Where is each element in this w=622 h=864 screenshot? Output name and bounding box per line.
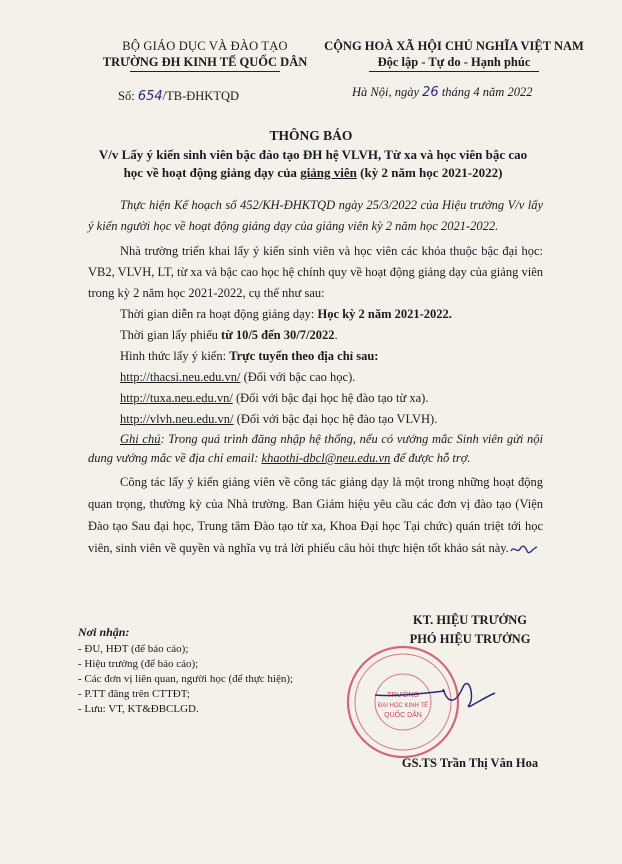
main-paragraph: Nhà trường triển khai lấy ý kiến sinh viên và học viên các khóa thuộc bậc đại học: VB2, VLVH, LT, từ xa và bậc cao học hệ chính quy về hoạt động giảng dạy của giảng viên trong kỳ 2 năm học 2021-2022, cụ thể như sau: [88, 244, 543, 300]
signature-line-2: PHÓ HIỆU TRƯỞNG [409, 632, 531, 646]
link-thacsi-note: (Đối với bậc cao học). [240, 370, 356, 384]
doc-no-suffix: /TB-ĐHKTQD [162, 89, 240, 103]
doc-no-handwritten: 654 [137, 89, 163, 104]
collection-time [88, 325, 543, 346]
issue-date [352, 85, 532, 100]
date-prefix: Hà Nội, ngày [352, 85, 420, 99]
handwritten-initials-icon [509, 543, 539, 555]
link-item-inservice [88, 409, 543, 430]
notice-body [88, 195, 543, 559]
nation-header [318, 38, 590, 72]
school-underline [130, 71, 280, 72]
survey-method [88, 346, 543, 367]
note-text: : Trong quá trình đăng nhập hệ thống, nếu có vướng mắc Sinh viên gửi nội dung vướng mắc về địa chỉ email: [88, 432, 543, 465]
handwritten-signature-icon [365, 667, 515, 727]
closing-paragraph [88, 471, 543, 559]
recipient-item: - P.TT đăng trên CTTĐT; [78, 688, 190, 700]
nation-motto: Độc lập - Tự do - Hạnh phúc [377, 55, 531, 69]
teaching-time-value: Học kỳ 2 năm 2021-2022. [317, 307, 452, 321]
doc-no-label: Số: [118, 89, 135, 103]
support-email-link[interactable]: khaothi-dbcl@neu.edu.vn [261, 451, 391, 465]
note-paragraph [88, 430, 543, 468]
ministry-name: BỘ GIÁO DỤC VÀ ĐÀO TẠO [122, 39, 288, 53]
recipient-item: - Hiệu trưởng (để báo cáo); [78, 658, 199, 670]
link-thacsi[interactable]: http://thacsi.neu.edu.vn/ [120, 370, 241, 384]
subject-line-1: V/v Lấy ý kiến sinh viên bậc đào tạo ĐH hệ VLVH, Từ xa và học viên bậc cao [98, 147, 528, 162]
subject-line-2 [78, 164, 548, 182]
signature-line-1: KT. HIỆU TRƯỞNG [412, 613, 528, 627]
svg-text:TRƯỜNG: TRƯỜNG [387, 692, 419, 699]
link-item-distance [88, 388, 543, 409]
closing-text: Công tác lấy ý kiến giảng viên về công tác giảng dạy là một trong những hoạt động quan trọng, thường kỳ của Nhà trường. Ban Giám hiệu yêu cầu các đơn vị đào tạo (Viện Đào tạo Sau đại học, Trung tâm Đào tạo từ xa, Khoa Đại học Tại chức) quán triệt tới học viên, sinh viên về quyền và nghĩa vụ trả lời phiếu câu hỏi thực hiện tốt khảo sát này. [88, 475, 543, 555]
link-vlvh-note: (Đối với bậc đại học hệ đào tạo VLVH). [233, 412, 438, 426]
collection-time-end: . [334, 328, 338, 342]
link-tuxa[interactable]: http://tuxa.neu.edu.vn/ [120, 391, 233, 405]
signer-name: GS.TS Trần Thị Vân Hoa [401, 756, 539, 770]
date-suffix: tháng 4 năm 2022 [441, 85, 533, 99]
notice-subject [78, 146, 548, 182]
intro-paragraph: Thực hiện Kế hoạch số 452/KH-ĐHKTQD ngày 25/3/2022 của Hiệu trưởng V/v lấy ý kiến người học về hoạt động giảng dạy của giảng viên kỳ 2 năm học 2021-2022. [88, 198, 543, 233]
subject-part-a: học về hoạt động giảng dạy của [123, 165, 301, 180]
issuer-header [70, 38, 340, 72]
survey-method-value: Trực tuyến theo địa chỉ sau: [229, 349, 379, 363]
teaching-time [88, 304, 543, 325]
note-end: để được hỗ trợ. [390, 451, 471, 465]
motto-underline [369, 71, 539, 72]
recipient-item: - Lưu: VT, KT&ĐBCLGD. [78, 703, 199, 715]
nation-name: CỘNG HOÀ XÃ HỘI CHỦ NGHĨA VIỆT NAM [324, 39, 584, 53]
link-tuxa-note: (Đối với bậc đại học hệ đào tạo từ xa). [232, 391, 429, 405]
recipient-item: - Các đơn vị liên quan, người học (để thực hiện); [78, 673, 294, 685]
recipients-list [78, 625, 338, 717]
note-label: Ghi chú [120, 432, 161, 446]
link-item-graduate [88, 367, 543, 388]
recipient-item: - ĐU, HĐT (để báo cáo); [78, 643, 189, 655]
recipients-heading: Nơi nhận: [78, 625, 130, 639]
link-vlvh[interactable]: http://vlvh.neu.edu.vn/ [120, 412, 234, 426]
svg-text:ĐẠI HỌC KINH TẾ: ĐẠI HỌC KINH TẾ [377, 703, 429, 709]
date-day-handwritten: 26 [422, 85, 439, 100]
collection-time-value: từ 10/5 đến 30/7/2022 [221, 328, 335, 342]
collection-time-label: Thời gian lấy phiếu [120, 328, 222, 342]
svg-text:QUỐC DÂN: QUỐC DÂN [384, 712, 422, 719]
document-number [118, 89, 239, 104]
subject-part-b: (kỳ 2 năm học 2021-2022) [356, 165, 503, 180]
survey-method-label: Hình thức lấy ý kiến: [120, 349, 230, 363]
school-name: TRƯỜNG ĐH KINH TẾ QUỐC DÂN [102, 55, 308, 69]
notice-title: THÔNG BÁO [269, 128, 353, 143]
teaching-time-label: Thời gian diễn ra hoạt động giảng dạy: [120, 307, 318, 321]
subject-underlined: giảng viên [300, 165, 357, 180]
